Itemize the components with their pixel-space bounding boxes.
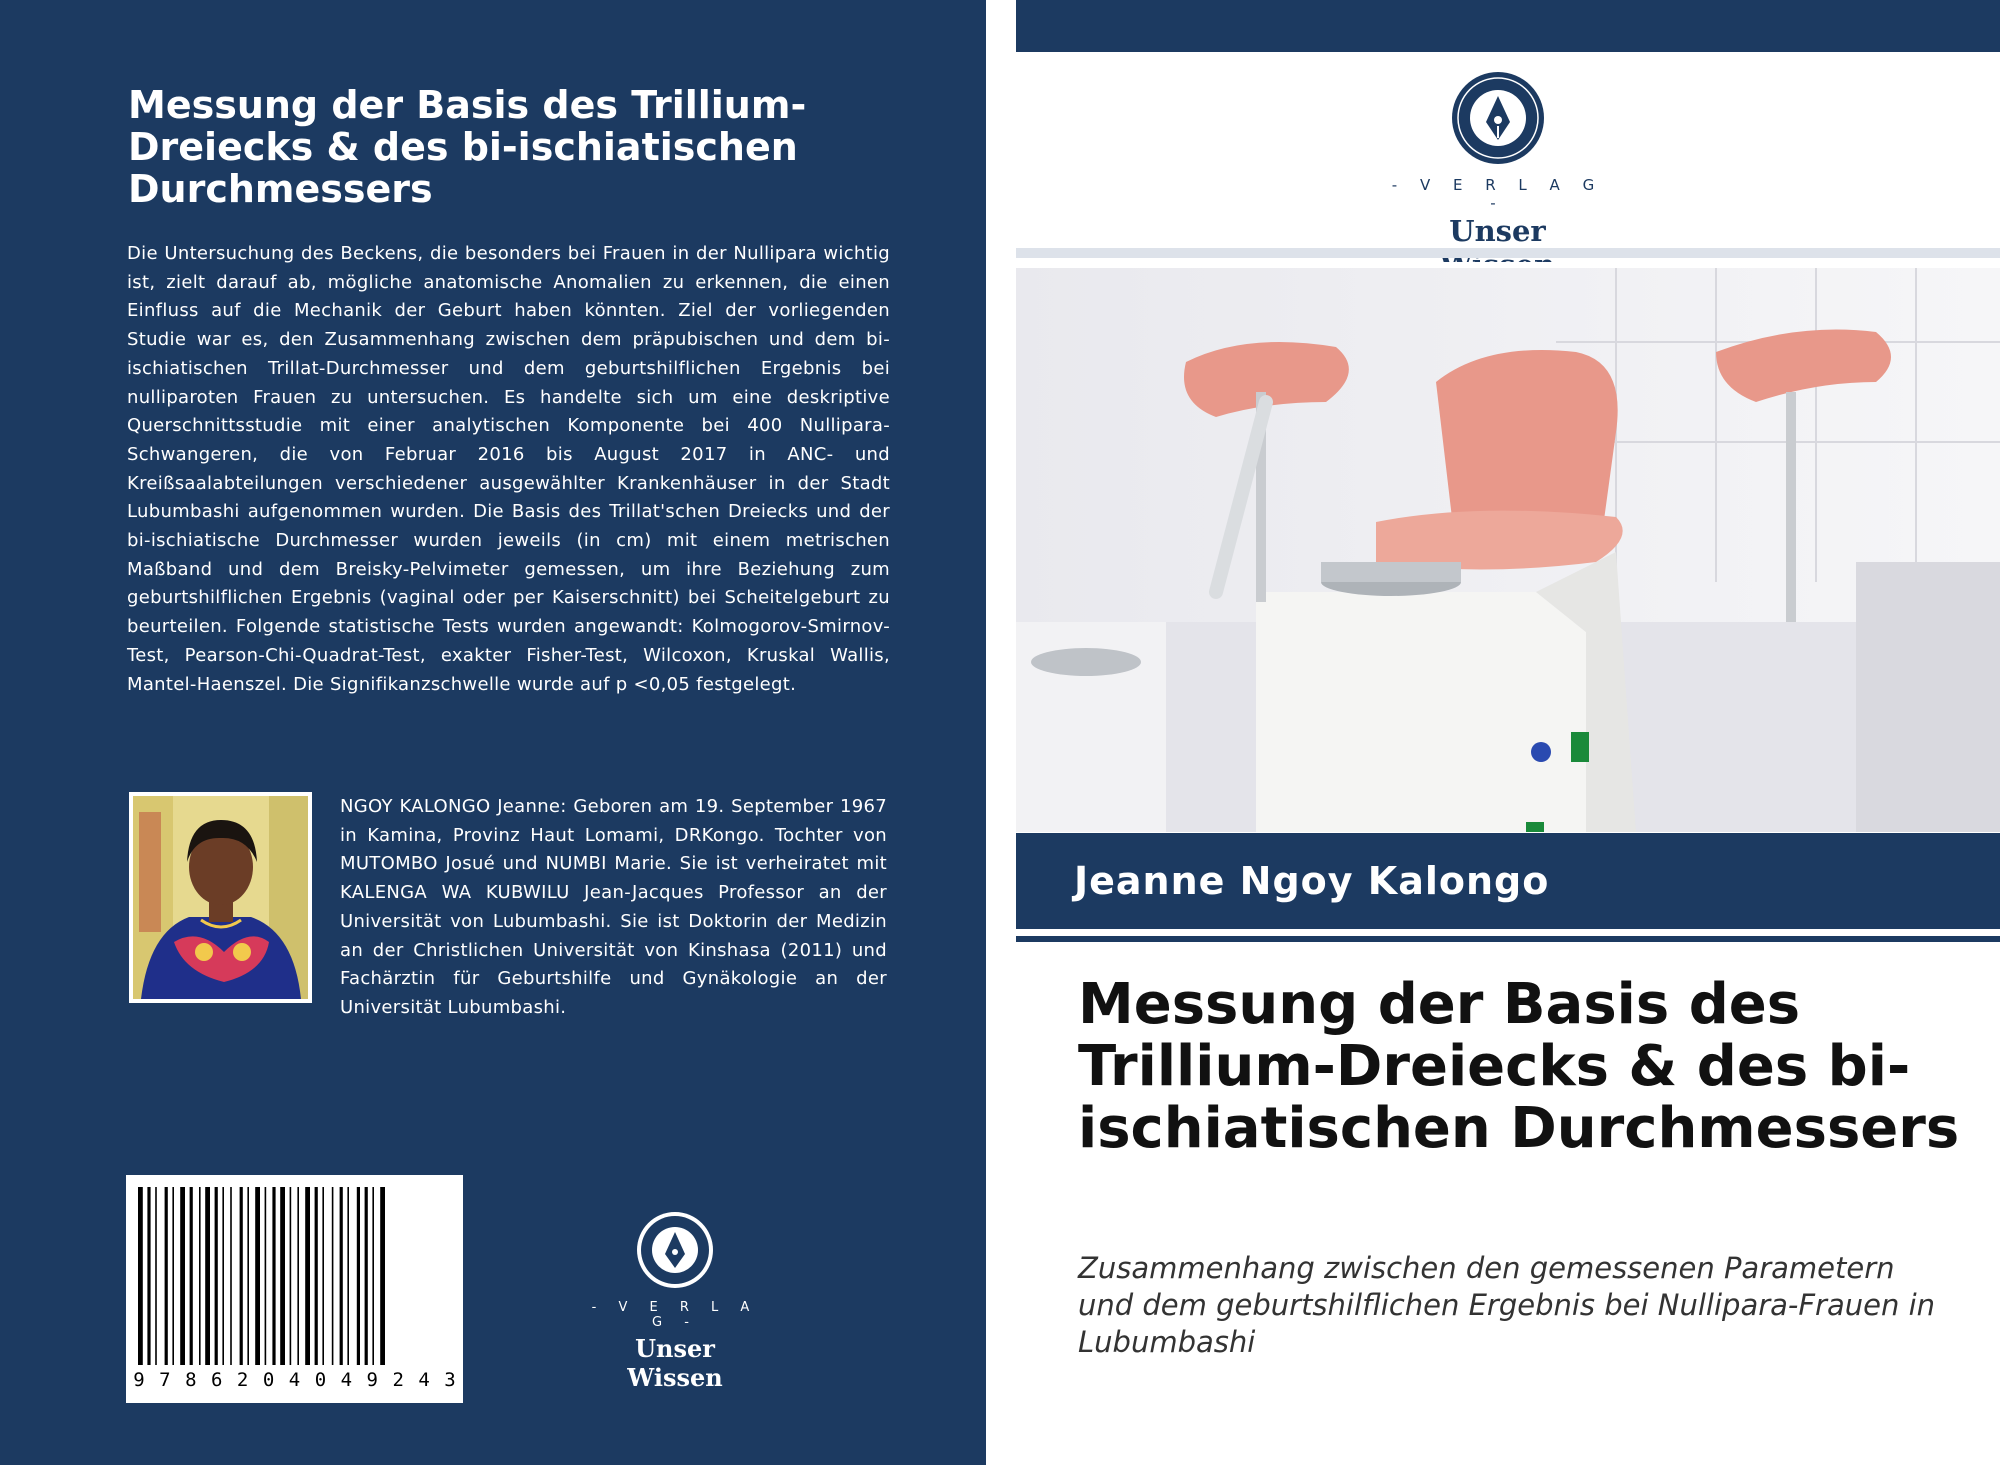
barcode-bar bbox=[247, 1187, 249, 1365]
barcode-bar bbox=[155, 1187, 157, 1365]
publisher-verlag-label: - V E R L A G - bbox=[1391, 176, 1604, 212]
barcode-bar bbox=[357, 1187, 360, 1365]
author-bio: NGOY KALONGO Jeanne: Geboren am 19. September 1967 in Kamina, Provinz Haut Lomami, DRKongo. Tochter von MUTOMBO Josué und NUMBI Marie. Sie ist verheiratet mit KALENGA WA KUBWILU Jean-Jacques Professor an der Universität von Lubumbashi. Sie ist Doktorin der Medizin an der Christlichen Universität von Kinshasa (2011) und Fachärztin für Geburtshilfe und Gynäkologie an der Universität Lubumbashi. bbox=[340, 796, 887, 1018]
isbn-digit: 0 bbox=[262, 1369, 275, 1391]
front-cover-title: Messung der Basis des Trillium-Dreiecks & des bi-ischiatischen Durchmessers bbox=[1078, 972, 1960, 1161]
publisher-logo-back bbox=[585, 1210, 765, 1392]
isbn-barcode bbox=[126, 1175, 463, 1403]
barcode-bar bbox=[180, 1187, 185, 1365]
isbn-digit: 2 bbox=[236, 1369, 249, 1391]
barcode-bar bbox=[380, 1187, 385, 1365]
barcode-bar bbox=[190, 1187, 193, 1365]
barcode-bars bbox=[126, 1175, 463, 1371]
barcode-bar bbox=[297, 1187, 299, 1365]
back-cover-blurb: Die Untersuchung des Beckens, die besonders bei Frauen in der Nullipara wichtig ist, zielt darauf ab, mögliche anatomische Anomalien zu erkennen, die einen Einfluss auf die Mechanik der Geburt haben könnten. Ziel der vorliegenden Studie war es, den Zusammenhang zwischen dem präpubischen und dem bi-ischiatischen Trillat-Durchmesser und dem geburtshilflichen Ergebnis bei nulliparoten Frauen zu untersuchen. Es handelte sich um eine deskriptive Querschnittsstudie mit einer analytischen Komponente bei 400 Nullipara-Schwangeren, die von Februar 2016 bis August 2017 in ANC- und Kreißsaalabteilungen verschiedener ausgewählter Krankenhäuser in der Stadt Lubumbashi aufgenommen wurden. Die Basis des Trillat'schen Dreiecks und der bi-ischiatische Durchmesser wurden jeweils (in cm) mit einem metrischen Maßband und dem Breisky-Pelvimeter gemessen, um ihre Beziehung zum geburtshilflichen Ergebnis (vaginal oder per Kaiserschnitt) bei Scheitelgeburt zu beurteilen. Folgende statistische Tests wurden angewandt: Kolmogorov-Smirnov-Test, Pearson-Chi-Quadrat-Test, exakter Fisher-Test, Wilcoxon, Kruskal Wallis, Mantel-Haenszel. Die Signifikanzschwelle wurde auf p <0,05 festgelegt. bbox=[127, 243, 890, 695]
back-cover bbox=[0, 0, 986, 1465]
barcode-bar bbox=[215, 1187, 218, 1365]
barcode-bar bbox=[165, 1187, 168, 1365]
front-author-name: Jeanne Ngoy Kalongo bbox=[1074, 859, 1550, 903]
front-divider-navy bbox=[1016, 936, 2000, 942]
barcode-bar bbox=[305, 1187, 310, 1365]
barcode-bar bbox=[222, 1187, 224, 1365]
barcode-bar bbox=[172, 1187, 174, 1365]
publisher-seal-icon bbox=[635, 1210, 715, 1290]
isbn-digit: 0 bbox=[314, 1369, 327, 1391]
barcode-bar bbox=[199, 1187, 201, 1365]
barcode-bar bbox=[265, 1187, 267, 1365]
barcode-bar bbox=[315, 1187, 318, 1365]
isbn-digit: 2 bbox=[392, 1369, 404, 1391]
barcode-bar bbox=[255, 1187, 260, 1365]
barcode-bar bbox=[322, 1187, 324, 1365]
isbn-digit: 4 bbox=[288, 1369, 301, 1391]
barcode-bar bbox=[372, 1187, 374, 1365]
isbn-digit: 7 bbox=[159, 1369, 171, 1391]
isbn-digit: 4 bbox=[340, 1369, 353, 1391]
back-cover-title: Messung der Basis des Trillium-Dreiecks & des bi-ischiatischen Durchmessers bbox=[128, 83, 807, 211]
isbn-digit: 6 bbox=[211, 1369, 223, 1391]
publisher-seal-icon bbox=[1450, 70, 1546, 166]
front-cover-subtitle: Zusammenhang zwischen den gemessenen Parametern und dem geburtshilflichen Ergebnis bei Nullipara-Frauen in Lubumbashi bbox=[1078, 1251, 1936, 1359]
isbn-digit: 9 bbox=[366, 1369, 378, 1391]
barcode-bar bbox=[332, 1187, 334, 1365]
author-band bbox=[1016, 833, 2000, 929]
author-portrait-image bbox=[129, 792, 312, 1003]
publisher-verlag-label: - V E R L A G - bbox=[591, 1300, 759, 1330]
isbn-digit: 4 bbox=[418, 1369, 430, 1391]
barcode-bar bbox=[365, 1187, 368, 1365]
barcode-bar bbox=[240, 1187, 243, 1365]
cover-photo-gynecological-chair bbox=[1016, 262, 2000, 832]
isbn-digit: 9 bbox=[133, 1369, 145, 1391]
publisher-logo-front bbox=[1390, 70, 1605, 248]
isbn-digit: 8 bbox=[185, 1369, 197, 1391]
isbn-number bbox=[126, 1369, 463, 1397]
barcode-bar bbox=[138, 1187, 143, 1365]
barcode-bar bbox=[205, 1187, 210, 1365]
barcode-bar bbox=[272, 1187, 275, 1365]
author-photo bbox=[129, 792, 312, 1003]
barcode-bar bbox=[147, 1187, 150, 1365]
publisher-name: Unser Wissen bbox=[627, 1334, 723, 1392]
spine bbox=[986, 0, 1016, 1465]
isbn-digit: 3 bbox=[444, 1369, 456, 1391]
publisher-name: Unser bbox=[1449, 214, 1546, 248]
front-divider-light bbox=[1016, 248, 2000, 258]
barcode-bar bbox=[280, 1187, 285, 1365]
front-top-bar bbox=[1016, 0, 2000, 52]
barcode-bar bbox=[340, 1187, 343, 1365]
barcode-bar bbox=[290, 1187, 292, 1365]
barcode-bar bbox=[230, 1187, 232, 1365]
gynecology-chair-image bbox=[1016, 262, 2000, 832]
barcode-bar bbox=[347, 1187, 349, 1365]
